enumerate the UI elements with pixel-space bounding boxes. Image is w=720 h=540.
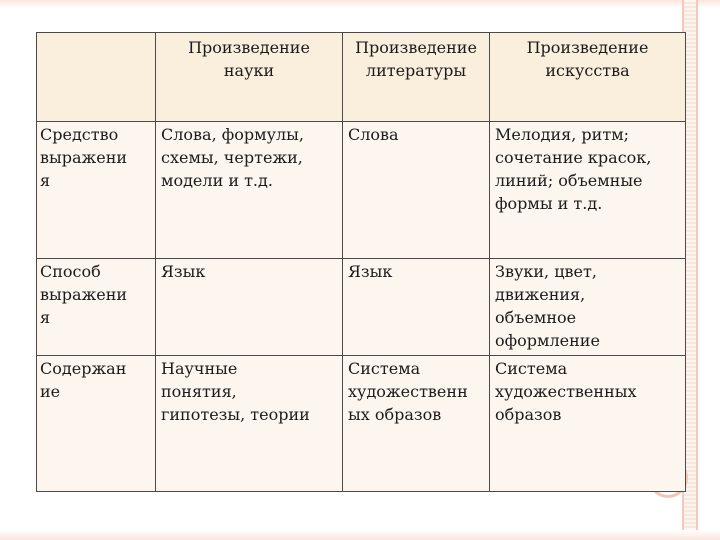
slide-bottom-border <box>0 530 720 540</box>
table-cell: Научные понятия, гипотезы, теории <box>156 356 343 492</box>
table-row <box>37 259 686 356</box>
table-cell: Язык <box>343 259 490 356</box>
row-header-content: Содержан ие <box>37 356 156 492</box>
column-header-art: Произведение искусства <box>490 33 686 122</box>
table-cell: Звуки, цвет, движения, объемное оформление <box>490 259 686 356</box>
table-cell: Мелодия, ритм; сочетание красок, линий; объемные формы и т.д. <box>490 122 686 259</box>
table-cell: Слова <box>343 122 490 259</box>
table-header-row <box>37 33 686 122</box>
corner-cell <box>37 33 156 122</box>
slide-top-border <box>0 0 720 8</box>
row-header-method: Способ выражени я <box>37 259 156 356</box>
table-cell: Язык <box>156 259 343 356</box>
table-cell: Слова, формулы, схемы, чертежи, модели и т.д. <box>156 122 343 259</box>
table-row <box>37 122 686 259</box>
table-row <box>37 356 686 492</box>
column-header-science: Произведение науки <box>156 33 343 122</box>
row-header-means: Средство выражени я <box>37 122 156 259</box>
table-cell: Система художественных образов <box>490 356 686 492</box>
table-cell: Система художественн ых образов <box>343 356 490 492</box>
column-header-literature: Произведение литературы <box>343 33 490 122</box>
comparison-table <box>36 32 686 492</box>
